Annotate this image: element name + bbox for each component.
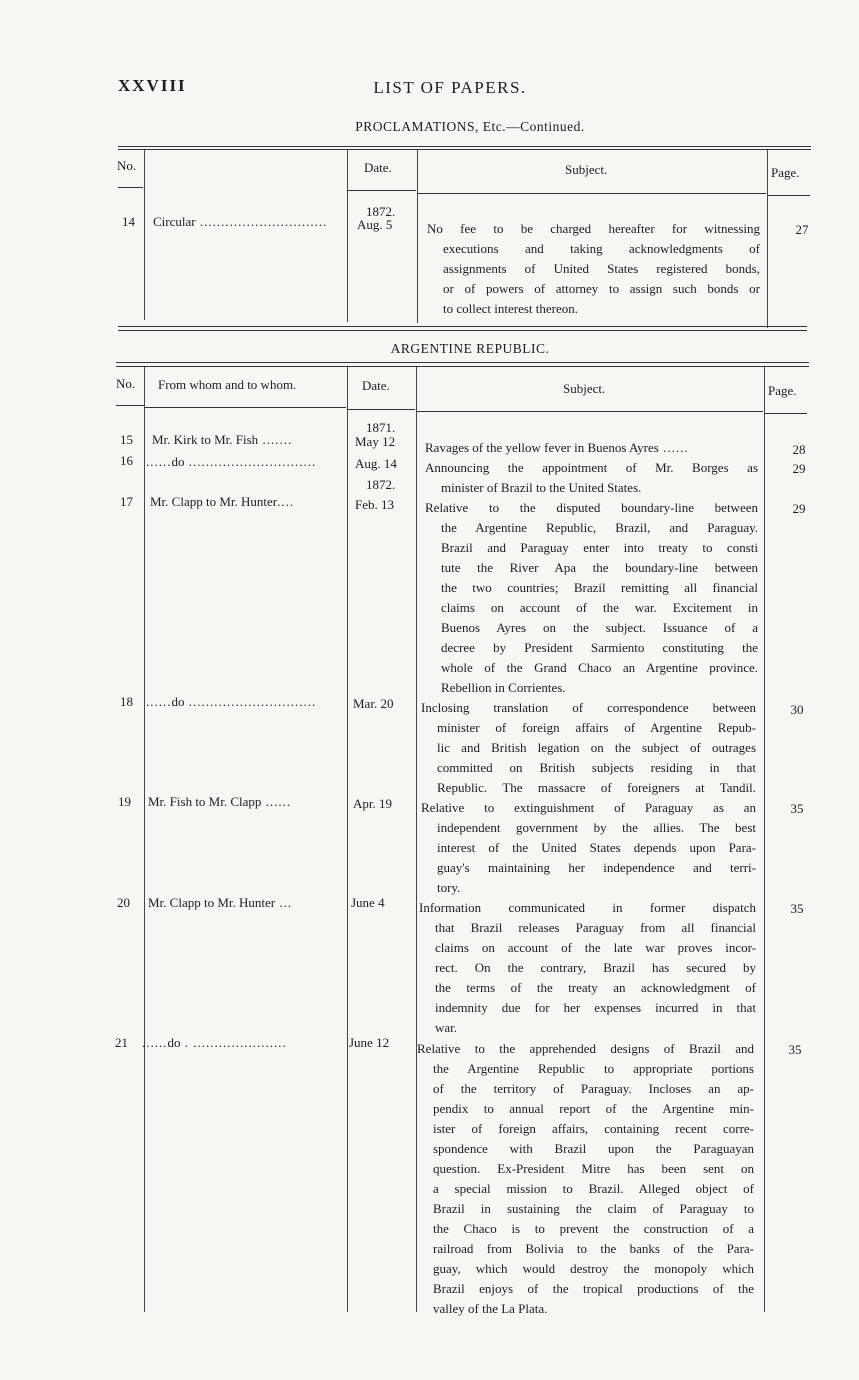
header-rule — [418, 193, 766, 194]
row-number: 20 — [117, 895, 130, 910]
column-header-date: Date. — [364, 160, 392, 175]
table-bottom-rule — [118, 326, 807, 327]
header-rule — [118, 187, 143, 188]
header-rule — [348, 409, 415, 410]
row-from: ......do .............................. — [146, 454, 317, 469]
row-from: Mr. Fish to Mr. Clapp ...... — [148, 794, 292, 809]
column-header-date: Date. — [362, 378, 390, 393]
row-page: 35 — [790, 901, 804, 916]
table-top-rule — [116, 362, 809, 363]
row-date: June 12 — [349, 1035, 390, 1050]
row-from: Circular .............................. — [153, 214, 328, 229]
row-page: 28 — [792, 442, 806, 457]
row-number: 15 — [120, 432, 133, 447]
table-top-rule — [118, 146, 811, 147]
section-title-argentine-republic: ARGENTINE REPUBLIC. — [390, 341, 550, 356]
header-rule — [765, 413, 807, 414]
column-rule — [144, 150, 145, 320]
column-rule — [764, 367, 765, 1312]
row-subject: Inclosing translation of correspondence between minister of foreign affairs of Argentine Repub- lic and British legation on the subject of outrages committed on British subjects residing in that Republic. The massacre of foreigners at Tandil. — [421, 700, 756, 795]
column-header-no: No. — [117, 158, 137, 173]
column-rule — [347, 367, 348, 1312]
row-subject: Information communicated in former dispatch that Brazil releases Paraguay from all financial claims on account of the late war proves incor- rect. On the contrary, Brazil has secured by the terms of the treaty an acknowledgment of indemnity due for her expenses incurred in that war. — [419, 900, 756, 1035]
row-subject: Relative to the disputed boundary-line between the Argentine Republic, Brazil, and Paraguay. Brazil and Paraguay enter into treaty to consti tute the River Apa the boundary-line between the two countries; Brazil remitting all financial claims on account of the war. Excitement in Buenos Ayres on the subject. Issuance of a decree by President Sarmiento constituting the whole of the Grand Chaco an Argentine province. Rebellion in Corrientes. — [425, 500, 758, 695]
row-page: 30 — [790, 702, 804, 717]
row-date: June 4 — [351, 895, 385, 910]
row-number: 16 — [120, 453, 133, 468]
row-from: ......do . ...................... — [142, 1035, 287, 1050]
row-from: Mr. Clapp to Mr. Hunter.... — [150, 494, 295, 509]
row-subject: Relative to extinguishment of Paraguay as an independent government by the allies. The best interest of the United States depends upon Para- guay's maintaining her independence and terri- tory. — [421, 800, 756, 895]
header-rule — [348, 190, 416, 191]
row-year: 1872. — [366, 204, 396, 219]
row-year: 1872. — [366, 477, 396, 492]
row-date: Mar. 20 — [353, 696, 394, 711]
column-rule — [767, 150, 768, 328]
row-page: 35 — [788, 1042, 802, 1057]
table-top-rule — [116, 366, 809, 367]
row-number: 18 — [120, 694, 133, 709]
row-date: Feb. 13 — [355, 497, 394, 512]
column-header-subject: Subject. — [563, 381, 606, 396]
row-number: 14 — [122, 214, 135, 229]
column-header-from: From whom and to whom. — [158, 377, 297, 392]
row-number: 17 — [120, 494, 133, 509]
row-subject: Relative to the apprehended designs of Brazil and the Argentine Republic to appropriate portions of the territory of Paraguay. Incloses an ap- pendix to annual report of the Argentine min- ister of foreign affairs, containing recent corre- spondence with Brazil upon the Paraguayan question. Ex-President Mitre has been sent on a special mission to Brazil. Alleged object of Brazil in sustaining the claim of Paraguay to the Chaco is to prevent the construction of a railroad from Bolivia to the banks of the Para- guay, which would destroy the monopoly which Brazil enjoys of the tropical productions of the valley of the La Plata. — [417, 1041, 754, 1316]
header-rule — [116, 405, 144, 406]
row-from: Mr. Clapp to Mr. Hunter ... — [148, 895, 293, 910]
row-number: 19 — [118, 794, 131, 809]
page-title: LIST OF PAPERS. — [373, 78, 527, 97]
row-page: 29 — [792, 501, 806, 516]
row-subject: Ravages of the yellow fever in Buenos Ayres ...... — [425, 440, 689, 455]
header-rule — [417, 411, 763, 412]
row-year: 1871. — [366, 420, 396, 435]
header-rule — [768, 195, 810, 196]
header-rule — [145, 407, 346, 408]
column-header-no: No. — [116, 376, 136, 391]
table-bottom-rule — [118, 330, 807, 331]
page-number: XXVIII — [118, 76, 187, 95]
row-subject: Announcing the appointment of Mr. Borges as minister of Brazil to the United States. — [425, 460, 758, 495]
row-from: Mr. Kirk to Mr. Fish ....... — [152, 432, 293, 447]
row-page: 35 — [790, 801, 804, 816]
row-date: Apr. 19 — [353, 796, 392, 811]
row-number: 21 — [115, 1035, 128, 1050]
row-page: 29 — [792, 461, 806, 476]
column-header-subject: Subject. — [565, 162, 608, 177]
row-date: Aug. 14 — [355, 456, 397, 471]
table-top-rule — [118, 149, 811, 150]
section-title-proclamations: PROCLAMATIONS, Etc.—Continued. — [355, 119, 585, 134]
column-header-page: Page. — [771, 165, 800, 180]
column-rule — [144, 367, 145, 1312]
row-date: May 12 — [355, 434, 396, 449]
column-rule — [417, 150, 418, 323]
row-date: Aug. 5 — [357, 217, 393, 232]
row-subject: No fee to be charged hereafter for witnessing executions and taking acknowledgments of assignments of United States registered bonds, or of powers of attorney to assign such bonds or to collect interest thereon. — [427, 221, 760, 316]
row-from: ......do .............................. — [146, 694, 317, 709]
row-page: 27 — [795, 222, 809, 237]
column-rule — [347, 150, 348, 322]
column-header-page: Page. — [768, 383, 797, 398]
